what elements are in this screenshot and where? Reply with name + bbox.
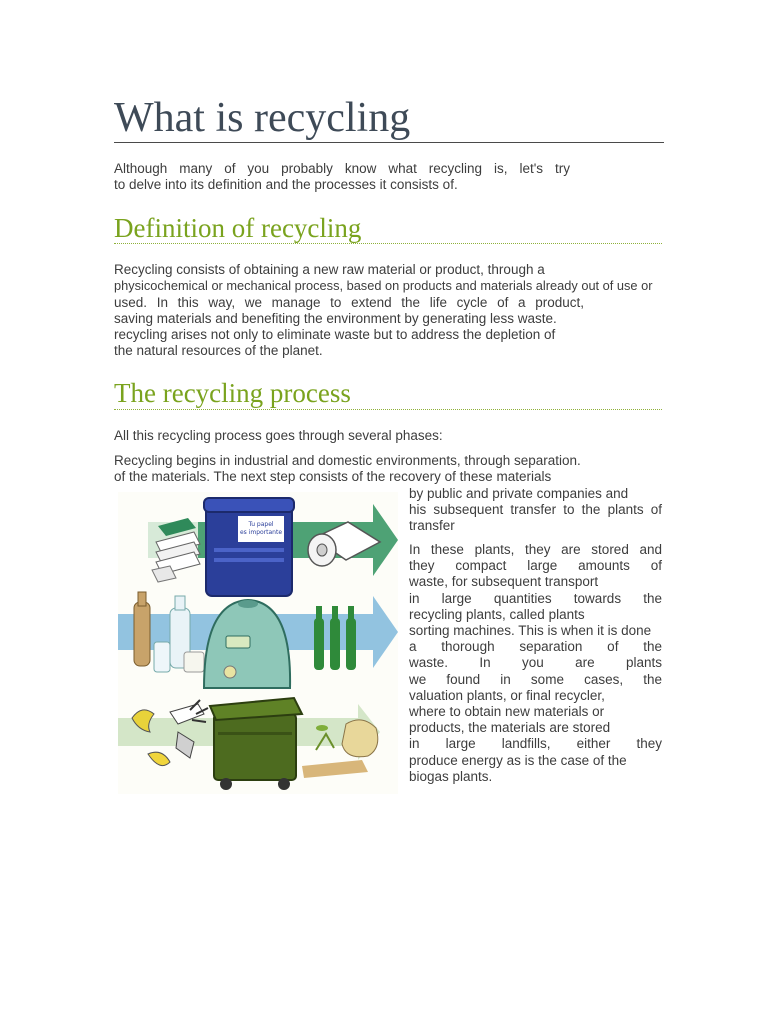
- column-line: biogas plants.: [409, 768, 493, 784]
- definition-line: saving materials and benefiting the environment by generating less waste.: [114, 310, 557, 326]
- definition-line: the natural resources of the planet.: [114, 343, 323, 359]
- green-waste-container-icon: [210, 698, 302, 790]
- definition-line: physicochemical or mechanical process, based on products and materials already out of use or: [114, 278, 653, 294]
- process-line: of the materials. The next step consists of the recovery of these materials: [114, 469, 552, 485]
- process-column-paragraph-1: [409, 486, 662, 535]
- column-line: waste, for subsequent transport: [409, 574, 599, 590]
- intro-line: to delve into its definition and the processes it consists of.: [114, 177, 458, 193]
- section-divider: [114, 409, 662, 410]
- section-divider: [114, 243, 662, 244]
- process-paragraph: [114, 453, 614, 486]
- column-line: produce energy as is the case of the: [409, 752, 627, 768]
- recycling-illustration: [118, 492, 398, 794]
- column-line: valuation plants, or final recycler,: [409, 687, 605, 703]
- column-line: recycling plants, called plants: [409, 606, 585, 622]
- phases-line: All this recycling process goes through several phases:: [114, 428, 443, 443]
- process-column-paragraph-2: [409, 542, 662, 785]
- column-line: by public and private companies and: [409, 486, 629, 501]
- svg-text:es importante: es importante: [239, 529, 283, 536]
- definition-paragraph: [114, 262, 653, 360]
- section-heading-definition: Definition of recycling: [114, 213, 362, 243]
- column-line: we found in some cases, the: [409, 671, 662, 687]
- intro-paragraph: [114, 161, 570, 194]
- column-line: in large landfills, either they: [409, 736, 662, 752]
- blue-paper-bin-icon: [204, 498, 294, 596]
- column-line: his subsequent transfer to the plants of: [409, 502, 662, 518]
- column-line: products, the materials are stored: [409, 720, 611, 736]
- green-glass-igloo-icon: [204, 600, 290, 688]
- column-line: In these plants, they are stored and: [409, 542, 662, 557]
- column-line: sorting machines. This is when it is done: [409, 623, 652, 639]
- process-line: Recycling begins in industrial and domestic environments, through separation.: [114, 453, 581, 468]
- column-line: where to obtain new materials or: [409, 704, 605, 720]
- section-heading-process: The recycling process: [114, 378, 351, 408]
- definition-line: recycling arises not only to eliminate waste but to address the depletion of: [114, 327, 556, 343]
- page-title: What is recycling: [114, 95, 411, 141]
- definition-line: used. In this way, we manage to extend the life cycle of a product,: [114, 294, 584, 310]
- phases-paragraph: [114, 428, 443, 444]
- column-line: a thorough separation of the: [409, 639, 662, 655]
- column-line: transfer: [409, 518, 455, 534]
- definition-line: Recycling consists of obtaining a new raw material or product, through a: [114, 262, 545, 277]
- column-line: waste. In you are plants: [409, 655, 662, 671]
- green-bottles-icon: [314, 606, 356, 670]
- column-line: they compact large amounts of: [409, 558, 662, 574]
- svg-text:Tu papel: Tu papel: [248, 521, 274, 528]
- intro-line: Although many of you probably know what recycling is, let's try: [114, 161, 570, 176]
- column-line: in large quantities towards the: [409, 590, 662, 606]
- title-underline: [114, 142, 664, 143]
